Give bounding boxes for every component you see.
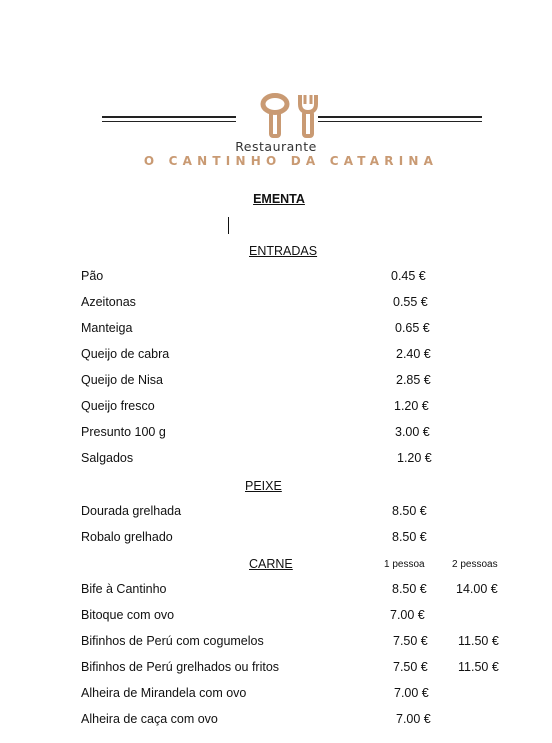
logo-left-line	[102, 116, 236, 118]
spoon-fork-icon	[256, 92, 326, 138]
section-heading-peixe: PEIXE	[245, 479, 282, 493]
menu-item	[81, 373, 541, 391]
menu-item-name: Alheira de caça com ovo	[81, 712, 218, 726]
menu-item-price: 7.00 €	[394, 686, 429, 700]
menu-item-price: 8.50 €	[392, 582, 427, 596]
menu-item-price: 0.65 €	[395, 321, 430, 335]
menu-item	[81, 660, 541, 678]
menu-item-name: Bife à Cantinho	[81, 582, 167, 596]
menu-item-price: 1.20 €	[394, 399, 429, 413]
menu-item-price: 0.55 €	[393, 295, 428, 309]
logo-right-line	[318, 116, 482, 118]
menu-item	[81, 295, 541, 313]
menu-item-price: 7.00 €	[390, 608, 425, 622]
menu-item	[81, 712, 541, 730]
menu-item	[81, 530, 541, 548]
restaurant-logo	[0, 0, 552, 180]
menu-item-name: Pão	[81, 269, 104, 283]
column-header-1-pessoa: 1 pessoa	[384, 559, 425, 570]
menu-item-price: 2.40 €	[396, 347, 431, 361]
menu-item-price: 1.20 €	[397, 451, 432, 465]
menu-item	[81, 608, 541, 626]
menu-item-name: Queijo de Nisa	[81, 373, 163, 387]
menu-item-price-2-pessoas: 14.00 €	[456, 582, 498, 596]
menu-item	[81, 582, 541, 600]
section-heading-entradas: ENTRADAS	[249, 244, 318, 258]
menu-item-name: Presunto 100 g	[81, 425, 166, 439]
menu-item	[81, 504, 541, 522]
menu-item-price: 2.85 €	[396, 373, 431, 387]
menu-item-price: 8.50 €	[392, 530, 427, 544]
menu-item-price: 7.50 €	[393, 660, 428, 674]
menu-item-name: Queijo fresco	[81, 399, 155, 413]
menu-item	[81, 451, 541, 469]
menu-item-name: Bifinhos de Perú grelhados ou fritos	[81, 660, 280, 674]
menu-item-name: Salgados	[81, 451, 134, 465]
menu-item	[81, 425, 541, 443]
column-header-2-pessoas: 2 pessoas	[452, 559, 498, 570]
menu-item-name: Robalo grelhado	[81, 530, 173, 544]
menu-item-price: 7.50 €	[393, 634, 428, 648]
menu-item-name: Queijo de cabra	[81, 347, 170, 361]
menu-item-price: 8.50 €	[392, 504, 427, 518]
menu-item-name: Bifinhos de Perú com cogumelos	[81, 634, 264, 648]
menu-item-name: Azeitonas	[81, 295, 136, 309]
menu-item-price: 3.00 €	[395, 425, 430, 439]
menu-item-price: 0.45 €	[391, 269, 426, 283]
menu-item-name: Dourada grelhada	[81, 504, 182, 518]
logo-left-line-thin	[102, 121, 236, 122]
menu-item	[81, 399, 541, 417]
section-heading-carne: CARNE	[249, 557, 293, 571]
logo-right-line-thin	[318, 121, 482, 122]
menu-item	[81, 269, 541, 287]
menu-item-name: Manteiga	[81, 321, 133, 335]
menu-item-name: Bitoque com ovo	[81, 608, 175, 622]
menu-item	[81, 347, 541, 365]
menu-item-name: Alheira de Mirandela com ovo	[81, 686, 247, 700]
text-cursor	[228, 217, 229, 234]
menu-item	[81, 634, 541, 652]
logo-restaurante-text: Restaurante	[235, 139, 317, 154]
logo-restaurant-name: O CANTINHO DA CATARINA	[143, 154, 439, 168]
menu-title: EMENTA	[253, 192, 305, 206]
menu-item	[81, 686, 541, 704]
menu-item-price: 7.00 €	[396, 712, 431, 726]
menu-item-price-2-pessoas: 11.50 €	[458, 634, 499, 648]
menu-item	[81, 321, 541, 339]
menu-item-price-2-pessoas: 11.50 €	[458, 660, 499, 674]
